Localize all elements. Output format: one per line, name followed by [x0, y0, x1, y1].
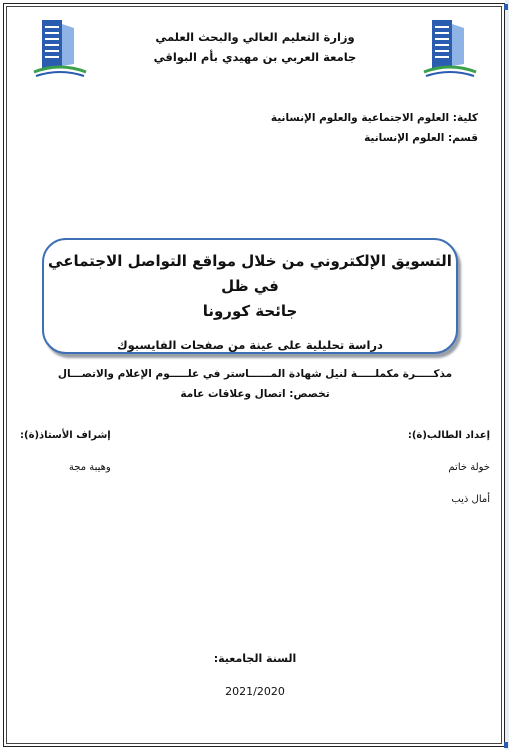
header-block	[140, 27, 370, 67]
thesis-title-frame	[42, 238, 458, 354]
students-label: إعداد الطالب(ة):	[407, 430, 490, 441]
thesis-subtitle: دراسة تحليلية على عينة من صفحات الفايسبوك	[117, 338, 383, 352]
thesis-title-line-1: التسويق الإلكتروني من خلال مواقع التواصل الاجتماعي في ظل	[48, 252, 452, 295]
scrollbar-track[interactable]	[505, 0, 509, 750]
academic-year-label: السنة الجامعية:	[213, 652, 297, 665]
supervisor-block	[20, 420, 111, 484]
student-name: خولة خاتم	[448, 462, 490, 473]
university-name: جامعة العربي بن مهيدي بأم البواقي	[153, 50, 357, 64]
ministry-name: وزارة التعليم العالي والبحث العلمي	[155, 30, 355, 44]
faculty-value: العلوم الاجتماعية والعلوم الإنسانية	[270, 112, 450, 124]
specialty: تخصص: اتصال وعلاقات عامة	[180, 388, 330, 400]
faculty-label: كلية:	[452, 112, 478, 124]
department-line	[271, 128, 478, 148]
thesis-title-line-2: جائحة كورونا	[202, 302, 298, 320]
university-logo-right	[418, 16, 482, 80]
department-value: العلوم الإنسانية	[364, 132, 445, 144]
thesis-statement-block	[40, 364, 470, 404]
faculty-line	[271, 108, 478, 128]
student-name: أمال ذيب	[451, 494, 490, 505]
scrollbar-bottom-marker	[504, 742, 508, 748]
thesis-title	[44, 249, 456, 324]
department-label: قسم:	[448, 132, 478, 144]
scrollbar-top-marker	[504, 4, 508, 10]
institution-block	[271, 108, 478, 148]
students-block	[408, 420, 490, 516]
supervisor-name: وهيبة مجة	[68, 462, 111, 473]
university-logo-left	[28, 16, 92, 80]
thesis-statement: مذكـــــرة مكملـــــة لنيل شهادة المــــــاستر في علـــــوم الإعلام والاتصـــال	[57, 368, 453, 380]
academic-year-value: 2021/2020	[225, 685, 285, 698]
supervisor-label: إشراف الأستاذ(ة):	[20, 430, 111, 441]
